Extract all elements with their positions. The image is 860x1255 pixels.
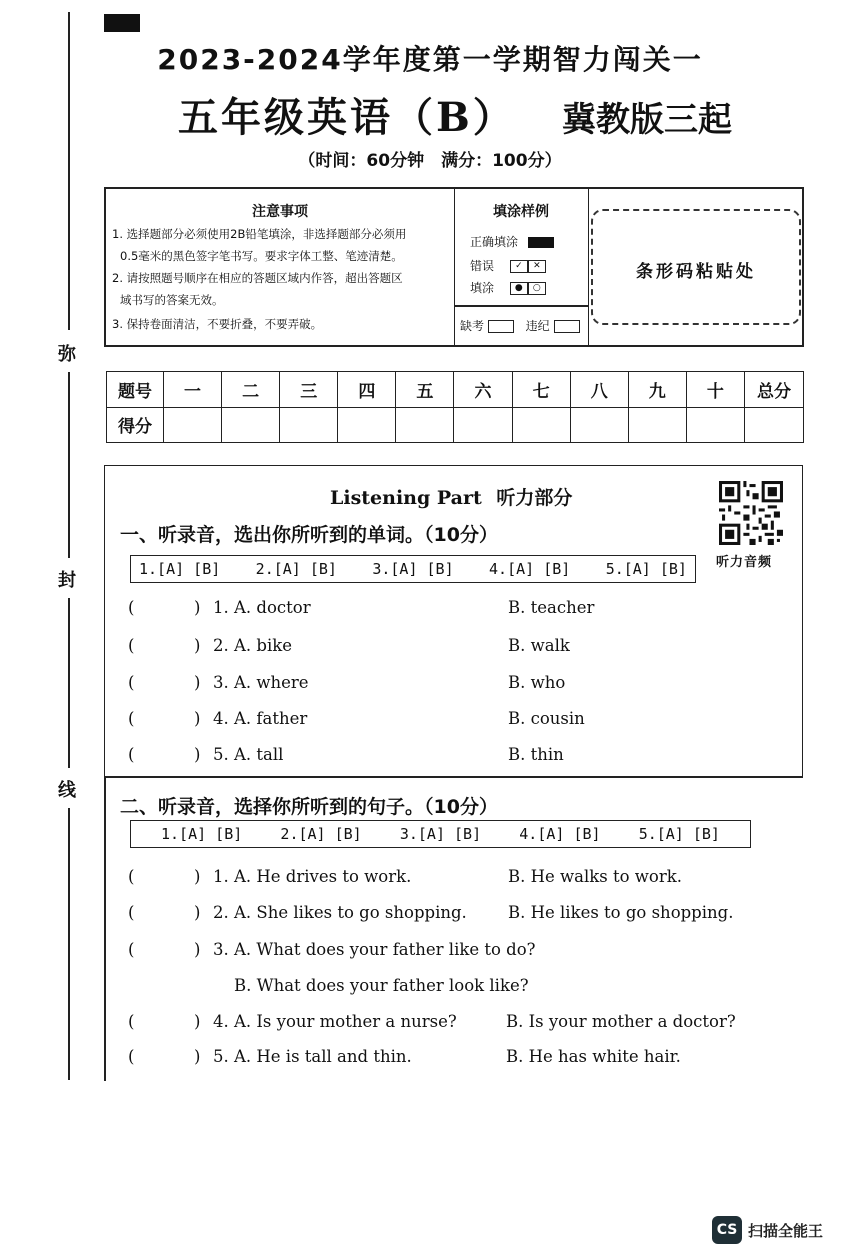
option-a-text: A. where — [234, 673, 309, 692]
option-a-text: A. He is tall and thin. — [234, 1047, 412, 1066]
option-b-text: B. walk — [508, 636, 570, 655]
question-number-label: 题号 — [107, 372, 164, 408]
exam-subtitle: （时间：60分钟 满分：100分） — [298, 151, 562, 171]
header-black-mark — [104, 14, 140, 32]
wrong-fill-samples-2 — [510, 281, 546, 295]
answer-bubble-group[interactable]: 5.[A] [B] — [638, 825, 720, 843]
seal-char-3: 线 — [58, 780, 76, 801]
correct-fill-label: 正确填涂 — [470, 235, 519, 249]
score-col-header: 二 — [222, 372, 280, 408]
wrong-fill-row-2 — [470, 279, 546, 296]
qr-code-icon[interactable] — [719, 481, 783, 545]
question-number: 4. — [213, 709, 229, 728]
total-score-cell[interactable] — [745, 407, 804, 443]
question-option-a — [213, 709, 307, 728]
answer-paren-close: ) — [194, 1012, 201, 1031]
absent-violation-row — [460, 317, 580, 334]
answer-bubble-group[interactable]: 1.[A] [B] — [139, 560, 221, 578]
circle-icon: ○ — [528, 282, 546, 295]
option-a-text: A. What does your father like to do? — [234, 940, 536, 959]
score-col-header: 五 — [396, 372, 454, 408]
score-row-label: 得分 — [107, 407, 164, 443]
seal-line-segment — [68, 808, 70, 1080]
score-cell[interactable] — [454, 407, 512, 443]
notice-heading: 注意事项 — [252, 204, 308, 220]
option-b-text: B. teacher — [508, 598, 595, 617]
answer-paren-open[interactable]: ( — [128, 867, 135, 886]
question-option-a — [213, 1047, 412, 1066]
score-cell[interactable] — [338, 407, 396, 443]
question-number: 2. — [213, 636, 229, 655]
question-number: 1. — [213, 598, 229, 617]
notice-item: 3. 保持卷面清洁，不要折叠，不要弄破。 — [112, 317, 323, 331]
option-b-text: B. thin — [508, 745, 564, 764]
question-number: 1. — [213, 867, 229, 886]
question-option-a — [213, 673, 309, 692]
answer-bubble-group[interactable]: 3.[A] [B] — [372, 560, 454, 578]
exam-title-line1: 2023-2024学年度第一学期智力闯关一 — [157, 43, 703, 76]
filled-sample-icon — [528, 237, 554, 248]
question-number: 4. — [213, 1012, 229, 1031]
section2-answer-bar — [130, 820, 751, 848]
seal-char-2: 封 — [58, 570, 76, 591]
barcode-label: 条形码粘贴处 — [636, 262, 756, 282]
score-cell[interactable] — [686, 407, 744, 443]
listening-heading-en: Listening Part — [330, 487, 482, 509]
check-mark-icon: ✓ — [510, 260, 528, 273]
camscanner-text: 扫描全能王 — [748, 1222, 824, 1240]
seal-line-segment — [68, 598, 70, 768]
filled-dot-icon: ● — [510, 282, 528, 295]
answer-bubble-group[interactable]: 4.[A] [B] — [519, 825, 601, 843]
seal-line-segment — [68, 372, 70, 558]
violation-checkbox[interactable] — [554, 320, 580, 333]
option-b-text: B. He has white hair. — [506, 1047, 681, 1066]
question-option-a — [213, 1012, 457, 1031]
listening-section-frame — [104, 465, 803, 777]
answer-bubble-group[interactable]: 1.[A] [B] — [161, 825, 243, 843]
exam-title-edition: 冀教版三起 — [562, 100, 732, 140]
absent-checkbox[interactable] — [488, 320, 514, 333]
correct-fill-row — [470, 233, 554, 250]
answer-paren-open[interactable]: ( — [128, 598, 135, 617]
score-table — [106, 371, 804, 443]
option-a-text: A. doctor — [234, 598, 311, 617]
answer-paren-open[interactable]: ( — [128, 636, 135, 655]
score-table-header-row — [107, 372, 804, 408]
score-col-header: 四 — [338, 372, 396, 408]
option-a-text: A. Is your mother a nurse? — [234, 1012, 457, 1031]
answer-paren-open[interactable]: ( — [128, 1012, 135, 1031]
qr-caption: 听力音频 — [716, 555, 773, 570]
seal-char-1: 弥 — [58, 344, 76, 365]
section-divider — [104, 776, 803, 778]
camscanner-logo: CS — [712, 1216, 742, 1244]
score-col-header: 十 — [686, 372, 744, 408]
answer-paren-close: ) — [194, 1047, 201, 1066]
score-table-score-row — [107, 407, 804, 443]
notice-box — [104, 187, 804, 347]
listening-heading-cn: 听力部分 — [496, 487, 573, 509]
score-col-header: 六 — [454, 372, 512, 408]
fill-sample-panel — [454, 189, 589, 345]
score-cell[interactable] — [164, 407, 222, 443]
answer-paren-open[interactable]: ( — [128, 903, 135, 922]
option-a-text: A. She likes to go shopping. — [234, 903, 467, 922]
exam-title-main: 五年级英语（B） — [178, 94, 516, 141]
score-cell[interactable] — [396, 407, 454, 443]
answer-paren-open[interactable]: ( — [128, 673, 135, 692]
section-left-border — [104, 776, 106, 1081]
violation-label: 违纪 — [525, 319, 550, 333]
option-b-text: B. who — [508, 673, 566, 692]
answer-paren-close: ) — [194, 940, 201, 959]
score-cell[interactable] — [222, 407, 280, 443]
answer-paren-open[interactable]: ( — [128, 745, 135, 764]
section1-answer-bar — [130, 555, 696, 583]
section2-title: 二、听录音，选择你所听到的句子。（10分） — [120, 796, 498, 818]
question-option-a — [213, 598, 311, 617]
fill-sample-heading: 填涂样例 — [493, 204, 549, 220]
option-b-text: B. He walks to work. — [508, 867, 682, 886]
question-number: 3. — [213, 940, 229, 959]
question-option-a — [213, 636, 292, 655]
option-a-text: A. bike — [234, 636, 293, 655]
wrong-fill-row-1 — [470, 257, 546, 274]
question-option-a — [213, 903, 467, 922]
answer-bubble-group[interactable]: 3.[A] [B] — [399, 825, 482, 843]
score-cell[interactable] — [280, 407, 338, 443]
question-option-a — [213, 867, 411, 886]
option-b-text: B. What does your father look like? — [234, 976, 529, 995]
question-number: 3. — [213, 673, 229, 692]
answer-bubble-group[interactable]: 4.[A] [B] — [489, 560, 571, 578]
score-col-header: 一 — [164, 372, 222, 408]
score-cell[interactable] — [628, 407, 686, 443]
answer-paren-open[interactable]: ( — [128, 709, 135, 728]
answer-paren-close: ) — [194, 709, 201, 728]
score-col-header: 九 — [628, 372, 686, 408]
answer-bubble-group[interactable]: 2.[A] [B] — [255, 560, 337, 578]
answer-paren-close: ) — [194, 636, 201, 655]
total-score-header: 总分 — [745, 372, 804, 408]
question-number: 2. — [213, 903, 229, 922]
answer-paren-close: ) — [194, 598, 201, 617]
score-col-header: 七 — [512, 372, 570, 408]
barcode-area — [591, 209, 801, 325]
notice-instructions — [106, 189, 455, 345]
cross-mark-icon: ✕ — [528, 260, 546, 273]
option-a-text: A. He drives to work. — [234, 867, 412, 886]
option-b-text: B. cousin — [508, 709, 585, 728]
question-option-a — [213, 940, 536, 959]
score-cell[interactable] — [570, 407, 628, 443]
answer-paren-close: ) — [194, 745, 201, 764]
question-option-a — [213, 745, 283, 764]
answer-paren-open[interactable]: ( — [128, 940, 135, 959]
answer-paren-open[interactable]: ( — [128, 1047, 135, 1066]
option-b-text: B. Is your mother a doctor? — [506, 1012, 736, 1031]
absent-label: 缺考 — [460, 319, 485, 333]
answer-paren-close: ) — [194, 867, 201, 886]
fill-sample-divider — [454, 305, 588, 307]
answer-paren-close: ) — [194, 673, 201, 692]
section1-title: 一、听录音，选出你所听到的单词。（10分） — [120, 524, 498, 546]
wrong-fill-label-2: 填涂 — [470, 281, 495, 295]
listening-heading — [330, 483, 572, 510]
option-b-text: B. He likes to go shopping. — [508, 903, 734, 922]
notice-item: 0.5毫米的黑色签字笔书写。要求字体工整、笔迹清楚。 — [120, 249, 403, 263]
notice-item: 域书写的答案无效。 — [120, 293, 224, 307]
option-a-text: A. father — [234, 709, 308, 728]
score-col-header: 三 — [280, 372, 338, 408]
question-number: 5. — [213, 745, 229, 764]
score-col-header: 八 — [570, 372, 628, 408]
answer-bubble-group[interactable]: 2.[A] [B] — [280, 825, 362, 843]
notice-item: 1. 选择题部分必须使用2B铅笔填涂，非选择题部分必须用 — [112, 227, 407, 241]
answer-bubble-group[interactable]: 5.[A] [B] — [605, 560, 687, 578]
answer-paren-close: ) — [194, 903, 201, 922]
score-cell[interactable] — [512, 407, 570, 443]
question-number: 5. — [213, 1047, 229, 1066]
wrong-fill-label: 错误 — [470, 259, 495, 273]
option-a-text: A. tall — [234, 745, 284, 764]
notice-item: 2. 请按照题号顺序在相应的答题区域内作答，超出答题区 — [112, 271, 403, 285]
wrong-fill-samples — [510, 259, 546, 273]
